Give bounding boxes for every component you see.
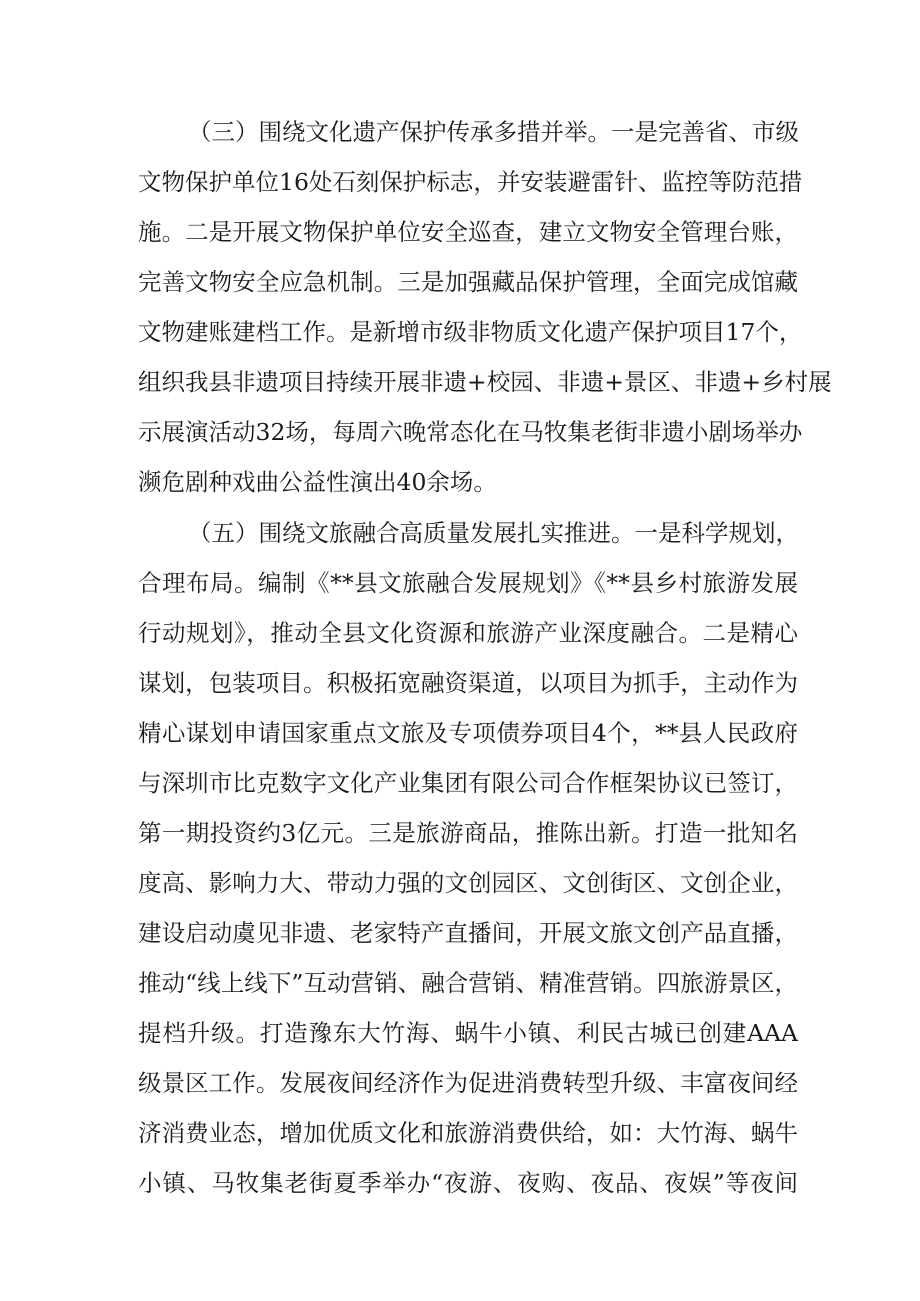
paragraph-cultural-heritage xyxy=(138,107,832,507)
paragraph-line: 度高、影响力大、带动力强的文创园区、文创街区、文创企业， xyxy=(138,869,798,897)
paragraph-line: 文物保护单位16处石刻保护标志，并安装避雷针、监控等防范措 xyxy=(138,168,803,196)
paragraph-line: 级景区工作。发展夜间经济作为促进消费转型升级、丰富夜间经 xyxy=(138,1069,798,1097)
paragraph-line: 示展演活动32场，每周六晚常态化在马牧集老街非遗小剧场举办 xyxy=(138,418,803,446)
paragraph-line: 文物建账建档工作。是新增市级非物质文化遗产保护项目17个， xyxy=(138,318,803,346)
paragraph-line: 精心谋划申请国家重点文旅及专项债券项目4个，**县人民政府 xyxy=(138,719,798,747)
paragraph-line: 行动规划》，推动全县文化资源和旅游产业深度融合。二是精心 xyxy=(138,619,798,647)
paragraph-line: 提档升级。打造豫东大竹海、蜗牛小镇、利民古城已创建AAA xyxy=(138,1019,798,1047)
paragraph-line: 完善文物安全应急机制。三是加强藏品保护管理，全面完成馆藏 xyxy=(138,268,798,296)
paragraph-line: 第一期投资约3亿元。三是旅游商品，推陈出新。打造一批知名 xyxy=(138,819,798,847)
paragraph-line: 组织我县非遗项目持续开展非遗+校园、非遗+景区、非遗+乡村展 xyxy=(138,368,832,396)
paragraph-line: 谋划，包装项目。积极拓宽融资渠道，以项目为抓手，主动作为 xyxy=(138,669,798,697)
paragraph-line: 推动“线上线下”互动营销、融合营销、精准营销。四旅游景区， xyxy=(138,969,798,997)
paragraph-line: 施。二是开展文物保护单位安全巡查，建立文物安全管理台账， xyxy=(138,218,798,246)
paragraph-line: 濒危剧种戏曲公益性演出40余场。 xyxy=(138,468,497,496)
paragraph-culture-tourism xyxy=(138,508,798,1208)
paragraph-line: 合理布局。编制《**县文旅融合发展规划》《**县乡村旅游发展 xyxy=(138,569,798,597)
paragraph-line: 与深圳市比克数字文化产业集团有限公司合作框架协议已签订， xyxy=(138,769,798,797)
paragraph-line: （三）围绕文化遗产保护传承多措并举。一是完善省、市级 xyxy=(188,118,799,146)
paragraph-line: （五）围绕文旅融合高质量发展扎实推进。一是科学规划， xyxy=(188,519,799,547)
paragraph-line: 建设启动虞见非遗、老家特产直播间，开展文旅文创产品直播， xyxy=(138,919,798,947)
paragraph-line: 济消费业态，增加优质文化和旅游消费供给，如：大竹海、蜗牛 xyxy=(138,1119,798,1147)
paragraph-line: 小镇、马牧集老街夏季举办“夜游、夜购、夜品、夜娱”等夜间 xyxy=(138,1169,798,1197)
